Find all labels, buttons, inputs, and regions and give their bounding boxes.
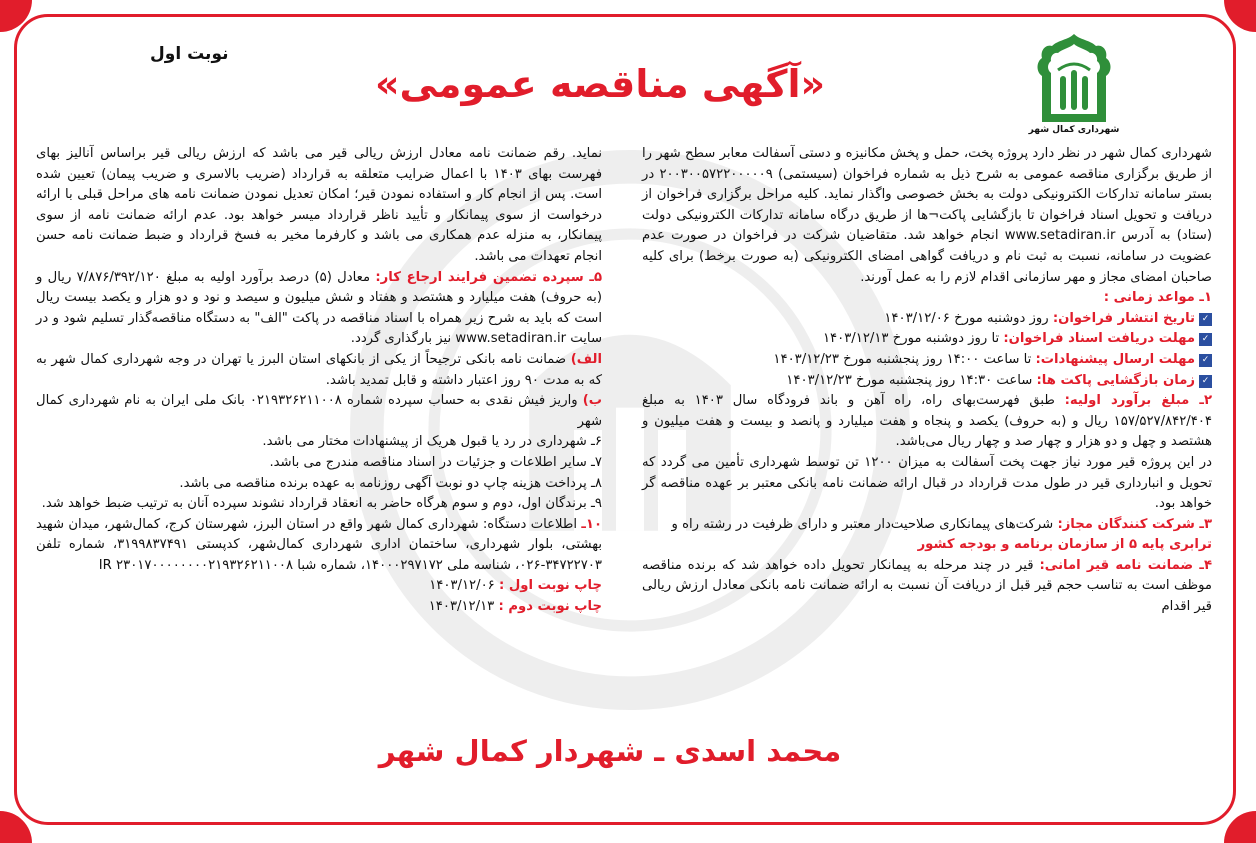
section-1-heading: ۱ـ مواعد زمانی : bbox=[1103, 290, 1212, 306]
section-3-text: شرکت‌های پیمانکاری صلاحیت‌دار معتبر و دارای ظرفیت در رشته راه و bbox=[671, 516, 1058, 532]
section-5-paragraph bbox=[36, 268, 602, 350]
section-5-heading: ۵ـ سپرده تضمین فرایند ارجاع کار: bbox=[375, 269, 602, 285]
intro-paragraph: شهرداری کمال شهر در نظر دارد پروژه پخت، حمل و پخش مکانیزه و دستی آسفالت معابر سطح شهر را از طریق برگزاری مناقصه عمومی به شرح ذیل به شماره فراخوان (سیستمی) ۲۰۰۳۰۰۵۷۲۲۰۰۰۰۰۹ در بستر سامانه تدارکات الکترونیکی دولت به بخش خصوصی واگذار نماید. کلیه مراحل برگزاری فراخوان از دریافت و تحویل اسناد فراخوان تا بازگشایی پاکت¬ها از طریق درگاه سامانه تدارکات الکترونیکی دولت (ستاد) به آدرس www.setadiran.ir انجام خواهد شد. متقاضیان شرکت در فراخوان در صورت عدم عضویت در سامانه، نسبت به ثبت نام و دریافت گواهی امضای الکترونیکی (به صورت برخط) برای کلیه صاحبان امضای مجاز و مهر سازمانی اقدام لازم را به عمل آورند. bbox=[642, 146, 1213, 285]
item-a-text: ضمانت نامه بانکی ترجیحاً از یکی از بانکهای استان البرز یا تهران در وجه شهرداری کمال شهر به که به مدت ۹۰ روز اعتبار داشته و قابل تمدید باشد. bbox=[36, 351, 602, 388]
section-8: ۸ـ پرداخت هزینه چاپ دو نوبت آگهی روزنامه به عهده برنده مناقصه می باشد. bbox=[179, 475, 602, 491]
right-column bbox=[642, 144, 1212, 618]
item-b-text: واریز فیش نقدی به حساب سپرده شماره ۰۲۱۹۳۲۶۲۱۱۰۰۸ بانک ملی ایران به نام شهرداری کمال شهر bbox=[36, 393, 602, 429]
checkbox-icon: ✓ bbox=[1199, 313, 1212, 326]
section-10-paragraph bbox=[36, 515, 602, 577]
section-4-heading: ۴ـ ضمانت نامه قیر امانی: bbox=[1039, 557, 1212, 573]
item-b-label: ب) bbox=[582, 393, 602, 409]
schedule-label: مهلت ارسال پیشنهادات: bbox=[1035, 351, 1195, 367]
second-print-label: چاپ نوبت دوم : bbox=[498, 599, 602, 615]
schedule-label: مهلت دریافت اسناد فراخوان: bbox=[1003, 331, 1195, 347]
schedule-label: زمان بازگشایی پاکت ها: bbox=[1036, 372, 1195, 388]
section-10-text: اطلاعات دستگاه: شهرداری کمال شهر واقع در استان البرز، شهرستان کرج، کمال‌شهر، میدان شهید بهشتی، بلوار شهرداری، ساختمان اداری شهرداری کمال‌شهر، کدپستی ۳۱۹۹۸۳۷۴۹۱، شماره تلفن ۳۴۷۲۲۷۰۳-۰۲۶، شناسه ملی ۱۴۰۰۰۲۹۷۱۷۲، شماره شبا IR ۲۳۰۱۷۰۰۰۰۰۰۰۰۲۱۹۳۲۶۲۱۱۰۰۸ bbox=[36, 516, 602, 573]
schedule-item bbox=[642, 329, 1212, 350]
checkbox-icon: ✓ bbox=[1199, 375, 1212, 388]
second-print-line bbox=[36, 597, 602, 618]
item-a-label: الف) bbox=[570, 351, 602, 367]
schedule-value: ساعت ۱۴:۳۰ روز پنجشنبه مورخ ۱۴۰۳/۱۲/۲۳ bbox=[786, 372, 1037, 388]
section-2-bitumen-paragraph: در این پروژه قیر مورد نیاز جهت پخت آسفالت به میزان ۱۲۰۰ تن توسط شهرداری تأمین می گردد که تحویل و انبارداری قیر در طول مدت قرارداد در قبال ارائه ضمانت نامه بانکی معتبر بر عهده مناقصه گر خواهد بود. bbox=[642, 454, 1212, 512]
bottom-right-corner bbox=[1224, 811, 1256, 843]
section-6: ۶ـ شهرداری در رد یا قبول هریک از پیشنهادات مختار می باشد. bbox=[262, 434, 602, 450]
first-print-date: ۱۴۰۳/۱۲/۰۶ bbox=[429, 578, 499, 594]
first-print-line bbox=[36, 576, 602, 597]
section-4-paragraph bbox=[642, 556, 1212, 618]
section-3-paragraph bbox=[642, 515, 1212, 536]
mayor-signature-line: محمد اسدی ـ شهردار کمال شهر bbox=[378, 734, 842, 768]
page-title: «آگهی مناقصه عمومی» bbox=[374, 62, 826, 106]
right-red-bar bbox=[1233, 250, 1236, 590]
section-4-text: قیر در چند مرحله به پیمانکار تحویل داده خواهد شد که برنده مناقصه موظف است به تناسب حجم قیر قبل از دریافت آن نسبت به ارائه ضمانت نامه بانکی معادل ارزش ریالی قیر اقدام bbox=[642, 557, 1212, 615]
section-2-heading: ۲ـ مبلغ برآورد اولیه: bbox=[1064, 393, 1212, 409]
schedule-item bbox=[642, 371, 1212, 392]
section-9: ۹ـ برندگان اول، دوم و سوم هرگاه حاضر به انعقاد قرارداد نشوند سپرده آنان به ترتیب ضبط خواهد شد. bbox=[41, 496, 602, 512]
schedule-value: تا روز دوشنبه مورخ ۱۴۰۳/۱۲/۱۳ bbox=[822, 331, 1004, 347]
publication-round-label: نوبت اول bbox=[150, 44, 229, 64]
schedule-label: تاریخ انتشار فراخوان: bbox=[1052, 310, 1195, 326]
checkbox-icon: ✓ bbox=[1199, 333, 1212, 346]
schedule-item bbox=[642, 350, 1212, 371]
top-red-bar bbox=[320, 14, 936, 17]
left-column bbox=[36, 144, 602, 618]
section-2-paragraph bbox=[642, 391, 1212, 453]
section-2-text: طبق فهرست‌بهای راه، راه آهن و باند فرودگاه سال ۱۴۰۳ به مبلغ ۱۵۷/۵۲۷/۸۴۲/۴۰۴ ریال و (به حروف) یکصد و پنجاه و هفت میلیارد و پانصد و بیست و هفت میلیون و هشتصد و چهل و دو هزار و چهار صد و چهار ریال می‌باشد. bbox=[642, 393, 1212, 450]
second-print-date: ۱۴۰۳/۱۲/۱۳ bbox=[428, 599, 499, 615]
schedule-value: تا ساعت ۱۴:۰۰ روز پنجشنبه مورخ ۱۴۰۳/۱۲/۲۳ bbox=[773, 351, 1036, 367]
section-5-item-a bbox=[36, 350, 602, 391]
schedule-item bbox=[642, 309, 1212, 330]
logo-caption: شهرداری کمال شهر bbox=[1028, 125, 1120, 135]
section-3-tail: ترابری پایه ۵ از سازمان برنامه و بودجه کشور bbox=[917, 537, 1212, 553]
left-red-bar bbox=[14, 250, 17, 590]
section-4-continued: نماید. رقم ضمانت نامه معادل ارزش ریالی قیر می باشد که ارزش ریالی قیر براساس آنالیز بهای فهرست بهای ۱۴۰۳ با اعمال ضرایب متعلقه به قرارداد (ضریب بالاسری و ضریب پیمان) تعیین شده است. پس از انجام کار و استفاده نمودن قیر؛ امکان تعدیل نمودن ضمانت نامه های مراحل قبلی با ارائه درخواست از سوی پیمانکار و تأیید ناظر قرارداد میسر خواهد بود. عدم ارائه ضمانت نامه از سوی پیمانکار، به منزله عدم همکاری می باشد و کارفرما مخیر به فسخ قرارداد و ضبط ضمانت نامه حسن انجام تعهدات می باشد. bbox=[36, 146, 602, 264]
section-3-heading: ۳ـ شرکت کنندگان مجاز: bbox=[1057, 516, 1212, 532]
section-5-text: معادل (۵) درصد برآورد اولیه به مبلغ ۷/۸۷۶/۳۹۲/۱۲۰ ریال و (به حروف) هفت میلیارد و هشتصد و هفتاد و شش میلیون و سیصد و نود و دو هزار و یکصد بیست ریال است که باید به شرح زیر همراه با اسناد مناقصه در پاکت "الف" به دستگاه مناقصه‌گذار تسلیم شود و در سایت www.setadiran.ir نیز بارگذاری گردد. bbox=[36, 269, 602, 347]
schedule-value: روز دوشنبه مورخ ۱۴۰۳/۱۲/۰۶ bbox=[884, 310, 1053, 326]
section-5-item-b bbox=[36, 391, 602, 432]
bottom-red-bar bbox=[320, 822, 936, 825]
section-10-heading: ۱۰ـ bbox=[581, 516, 602, 532]
section-7: ۷ـ سایر اطلاعات و جزئیات در اسناد مناقصه مندرج می باشد. bbox=[269, 454, 602, 470]
checkbox-icon: ✓ bbox=[1199, 354, 1212, 367]
first-print-label: چاپ نوبت اول : bbox=[498, 578, 602, 594]
